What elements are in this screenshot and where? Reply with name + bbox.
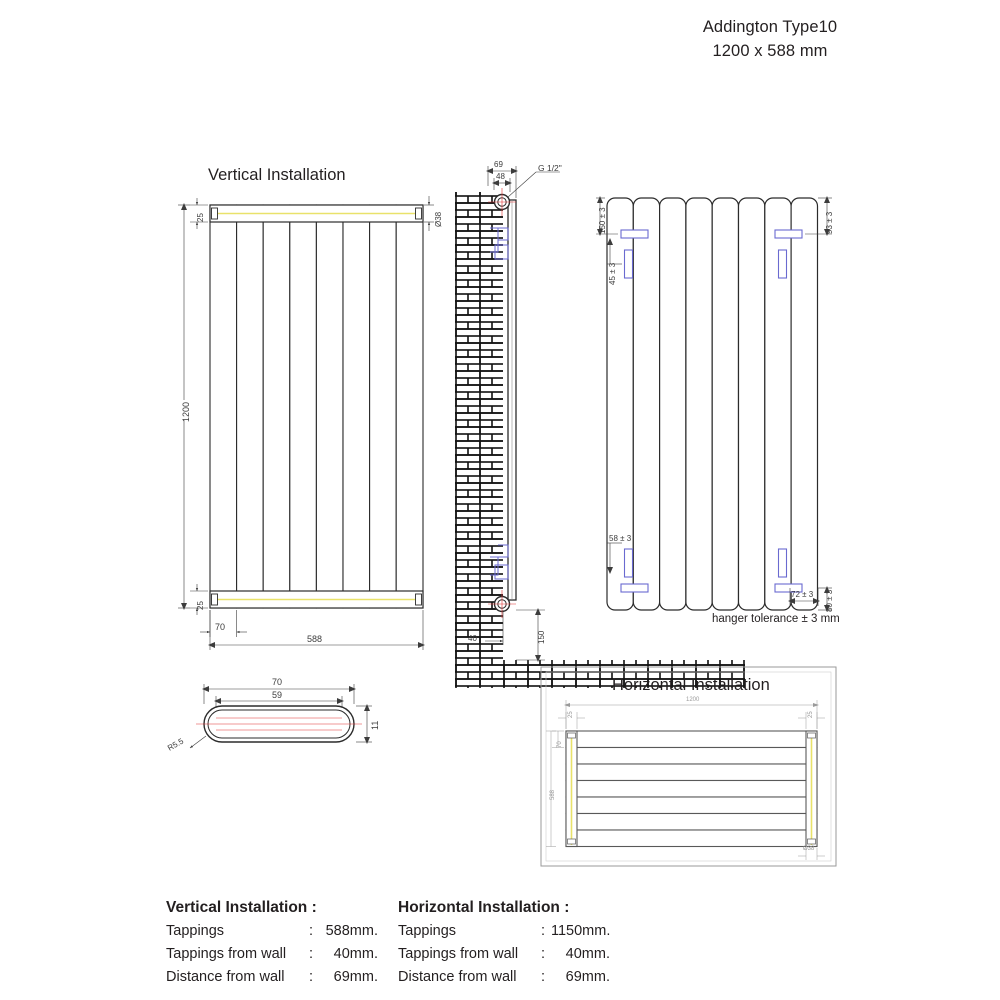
radiator-side-profile — [508, 200, 516, 600]
spec-value: 69mm. — [565, 968, 610, 985]
hanger-tolerance-note: hanger tolerance ± 3 mm — [712, 613, 840, 625]
dim-label-profile-radius: R5.5 — [166, 736, 186, 753]
specification-table — [166, 899, 630, 989]
dim-horizontal-height — [546, 731, 556, 847]
dim-label-vertical-top-offset: 25 — [196, 213, 205, 222]
spec-value: 40mm. — [565, 945, 610, 962]
dim-label-horizontal-tapping-dia: Ø38 — [803, 846, 815, 852]
spec-column-vertical — [166, 899, 398, 989]
dim-label-profile-inner-width: 59 — [272, 690, 283, 700]
spec-separator: : — [309, 945, 314, 962]
spec-label: Tappings — [398, 923, 457, 939]
horizontal-view-heading: Horizontal Installation — [612, 676, 770, 694]
vertical-front-view — [178, 196, 434, 650]
dim-label-hanger-upper-left: 45 ± 3 — [608, 262, 617, 285]
spec-value: 588mm. — [325, 923, 378, 939]
dim-label-side-depth-inner: 48 — [496, 172, 505, 181]
dim-label-vertical-height: 1200 — [181, 401, 191, 422]
spec-label: Tappings from wall — [398, 945, 519, 962]
horizontal-fins — [566, 731, 817, 847]
spec-row — [166, 966, 398, 989]
dim-vertical-tapping-dia — [424, 196, 434, 231]
hanger-rear-view — [596, 196, 832, 612]
spec-label: Distance from wall — [166, 968, 285, 985]
product-size: 1200 x 588 mm — [712, 41, 828, 60]
spec-label: Distance from wall — [398, 968, 517, 985]
wall-brick-hatch — [455, 192, 503, 660]
leader-profile-radius — [190, 736, 206, 748]
dim-label-horizontal-fin-pitch: 70 — [557, 741, 563, 748]
spec-separator: : — [309, 923, 314, 939]
spec-separator: : — [309, 968, 314, 985]
spec-separator: : — [541, 923, 546, 939]
dim-label-side-floor-gap: 150 — [537, 630, 546, 644]
spec-label: Tappings — [166, 923, 225, 939]
dim-label-hanger-bottom-right: 80 ± 3 — [825, 589, 834, 612]
spec-row — [398, 920, 630, 943]
dim-label-side-depth-total: 69 — [494, 160, 503, 169]
spec-value: 40mm. — [333, 945, 378, 962]
spec-value: 1150mm. — [551, 923, 611, 939]
dim-vertical-width — [208, 610, 425, 650]
dim-label-hanger-top-left: 150 ± 3 — [598, 207, 607, 234]
dim-label-vertical-fin-pitch: 70 — [215, 622, 226, 632]
vertical-view-heading: Vertical Installation — [208, 166, 346, 184]
spec-row — [166, 943, 398, 966]
dim-horizontal-length — [564, 700, 819, 729]
spec-heading-horizontal: Horizontal Installation : — [398, 899, 570, 916]
spec-row — [398, 943, 630, 966]
spec-row — [398, 966, 630, 989]
dim-label-profile-width: 70 — [272, 677, 283, 687]
dim-label-vertical-bottom-offset: 25 — [196, 601, 205, 610]
dim-label-horizontal-length: 1200 — [686, 697, 700, 703]
spec-label: Tappings from wall — [166, 945, 287, 962]
product-name: Addington Type10 — [702, 18, 838, 36]
dim-label-horizontal-left-offset: 25 — [568, 711, 574, 718]
title-block — [620, 16, 920, 64]
dim-vertical-bottom-offset — [190, 584, 208, 615]
spec-separator: : — [541, 945, 546, 962]
dim-label-side-thread: G 1/2" — [538, 163, 562, 173]
dim-label-vertical-width: 588 — [307, 634, 323, 644]
dim-label-vertical-tapping-dia: Ø38 — [434, 211, 443, 227]
spec-row — [166, 920, 398, 943]
dim-label-hanger-lower-right: 72 ± 3 — [791, 590, 814, 599]
dim-label-hanger-top-right: 93 ± 3 — [825, 211, 834, 234]
spec-separator: : — [541, 968, 546, 985]
spec-value: 69mm. — [333, 968, 378, 985]
vertical-fins — [210, 205, 423, 608]
dim-label-side-tapping-from-wall: 40 — [468, 634, 477, 643]
spec-column-horizontal — [398, 899, 630, 989]
dim-label-hanger-lower-left: 58 ± 3 — [609, 534, 632, 543]
spec-heading-vertical: Vertical Installation : — [166, 899, 317, 916]
dim-label-profile-height: 11 — [370, 720, 380, 730]
dim-label-horizontal-height: 588 — [550, 789, 556, 800]
dim-label-horizontal-right-offset: 25 — [808, 711, 814, 718]
